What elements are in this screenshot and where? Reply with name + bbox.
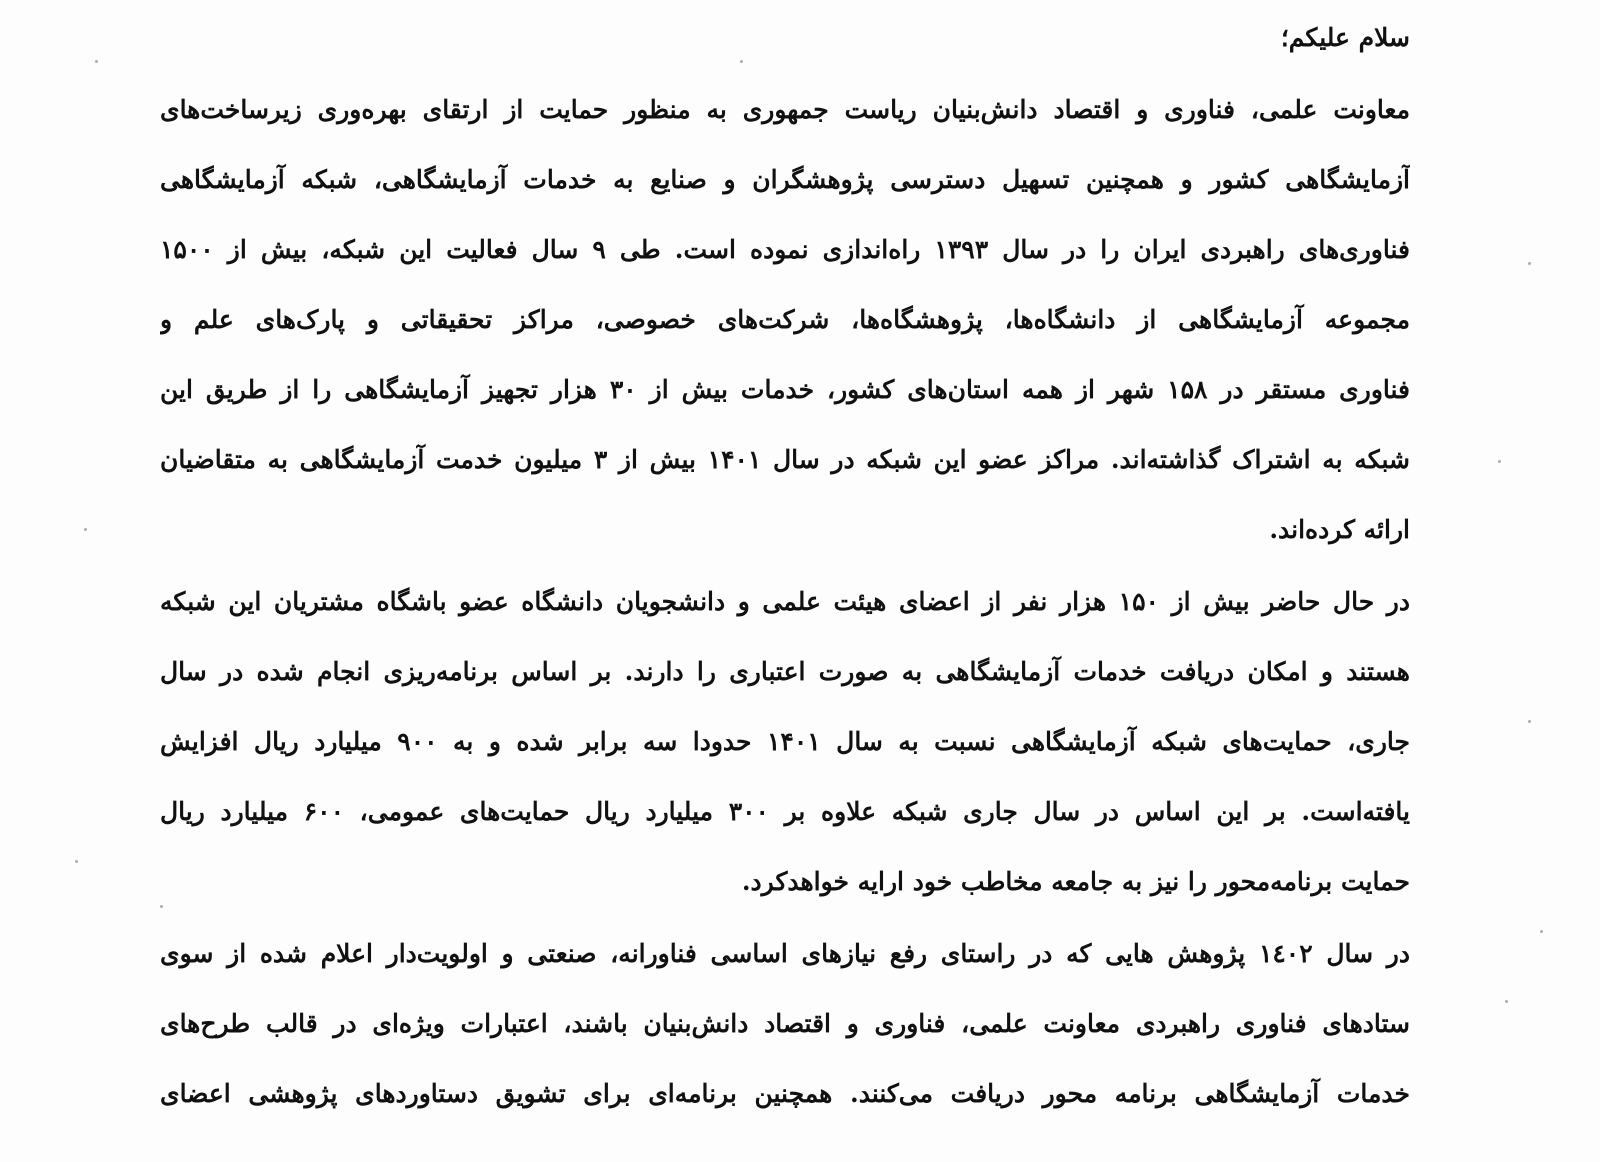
scan-speck [1528,720,1531,723]
paragraph-3-line-3: خدمات آزمایشگاهی برنامه محور دریافت می‌کنند. همچنین برنامه‌ای برای تشویق دستاوردهای پژوهشی اعضای [160,1079,1410,1108]
paragraph-2-line-2: هستند و امکان دریافت خدمات آزمایشگاهی به صورت اعتباری را دارند. بر اساس برنامه‌ریزی انجام شده در سال [160,657,1410,686]
paragraph-1-line-1: معاونت علمی، فناوری و اقتصاد دانش‌بنیان ریاست جمهوری به منظور حمایت از ارتقای بهره‌وری زیرساخت‌های [160,95,1410,124]
scan-speck [740,60,743,63]
scan-speck [95,60,98,63]
scan-speck [1540,930,1543,933]
scan-speck [160,905,163,908]
paragraph-1-line-3: فناوری‌های راهبردی ایران را در سال ۱۳۹۳ راه‌اندازی نموده است. طی ۹ سال فعالیت این شبکه، بیش از ۱۵۰۰ [160,235,1410,264]
paragraph-3-line-2: ستادهای فناوری راهبردی معاونت علمی، فناوری و اقتصاد دانش‌بنیان باشند، اعتبارات ویژه‌ای در قالب طرح‌های [160,1009,1410,1038]
paragraph-1-line-7: ارائه کرده‌اند. [1269,515,1410,544]
paragraph-1-line-2: آزمایشگاهی کشور و همچنین تسهیل دسترسی پژوهشگران و صنایع به خدمات آزمایشگاهی، شبکه آزمایشگاهی [160,165,1410,194]
scan-speck [1505,1000,1508,1003]
greeting: سلام علیکم؛ [1280,23,1410,52]
scan-speck [1528,262,1531,265]
scan-speck [84,528,87,531]
paragraph-2-line-3: جاری، حمایت‌های شبکه آزمایشگاهی نسبت به سال ۱۴۰۱ حدودا سه برابر شده و به ۹۰۰ میلیارد ریال افزایش [160,727,1410,756]
paragraph-1-line-5: فناوری مستقر در ۱۵۸ شهر از همه استان‌های کشور، خدمات بیش از ۳۰ هزار تجهیز آزمایشگاهی را از طریق این [160,375,1410,404]
paragraph-2-line-4: یافته‌است. بر این اساس در سال جاری شبکه علاوه بر ۳۰۰ میلیارد ریال حمایت‌های عمومی، ۶۰۰ میلیارد ریال [160,797,1410,826]
scan-speck [75,860,78,863]
paragraph-2-line-1: در حال حاضر بیش از ۱۵۰ هزار نفر از اعضای هیئت علمی و دانشجویان دانشگاه عضو باشگاه مشتریان این شبکه [160,587,1410,616]
paragraph-1-line-4: مجموعه آزمایشگاهی از دانشگاه‌ها، پژوهشگاه‌ها، شرکت‌های خصوصی، مراکز تحقیقاتی و پارک‌های علم و [160,305,1410,334]
paragraph-3-line-1: در سال ۱٤۰۲ پژوهش هایی که در راستای رفع نیازهای اساسی فناورانه، صنعتی و اولویت‌دار اعلام شده از سوی [160,939,1410,968]
scan-speck [1498,460,1501,463]
paragraph-2-line-5: حمایت برنامه‌محور را نیز به جامعه مخاطب خود ارایه خواهدکرد. [741,867,1410,896]
paragraph-1-line-6: شبکه به اشتراک گذاشته‌اند. مراکز عضو این شبکه در سال ۱۴۰۱ بیش از ۳ میلیون خدمت آزمایشگاهی به متقاضیان [160,445,1410,474]
